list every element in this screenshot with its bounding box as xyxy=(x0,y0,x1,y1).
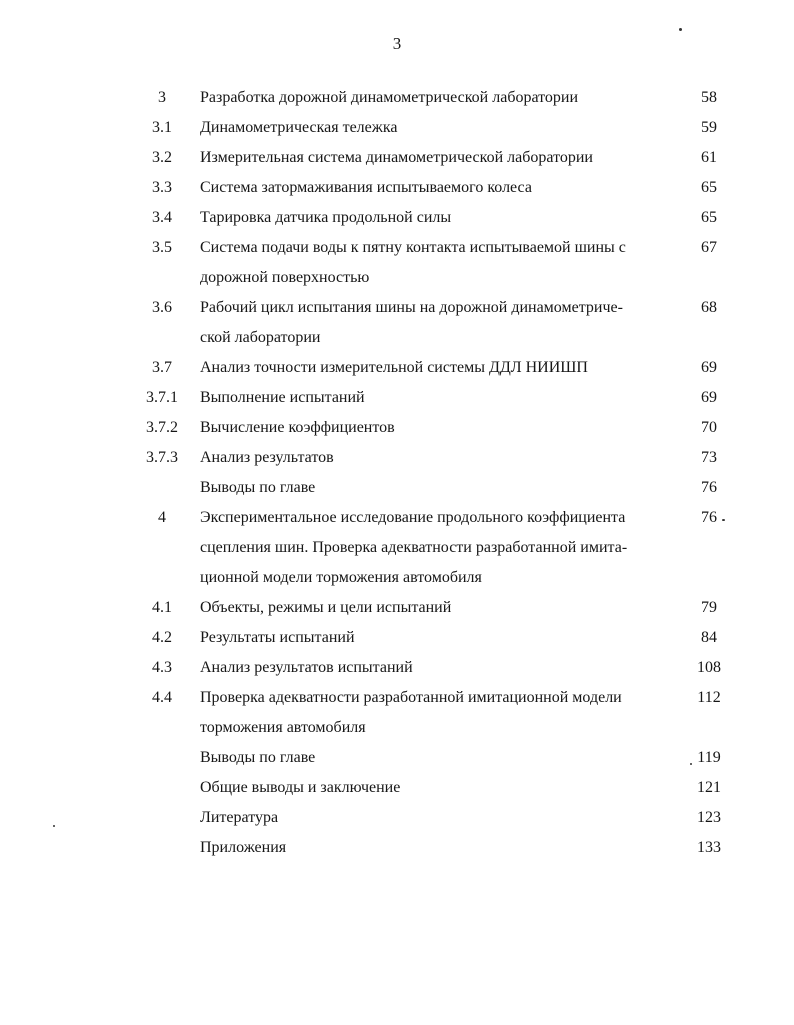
toc-entry-page: 112 xyxy=(697,689,721,706)
toc-entry-title: Выводы по главе xyxy=(200,749,316,766)
toc-entry-title-line: ционной модели торможения автомобиля xyxy=(200,569,482,586)
toc-entry-title: Общие выводы и заключение xyxy=(200,779,401,796)
toc-entry-title: Система затормаживания испытываемого колеса xyxy=(200,179,532,196)
toc-entry-number: 3.1 xyxy=(152,119,172,136)
toc-entry-page: 76 xyxy=(701,479,717,496)
toc-entry-number: 3.2 xyxy=(152,149,172,166)
toc-entry-title-line: Экспериментальное исследование продольного коэффициента xyxy=(200,509,626,526)
scan-speck xyxy=(722,519,725,521)
toc-entry-title: Выводы по главе xyxy=(200,479,316,496)
toc-entry-title: Литература xyxy=(200,809,279,826)
toc-entry-page: 58 xyxy=(701,89,717,106)
toc-entry-title: Разработка дорожной динамометрической лаборатории xyxy=(200,89,579,106)
toc-entry-page: 68 xyxy=(701,299,717,316)
toc-entry-number: 3.6 xyxy=(152,299,172,316)
toc-entry-page: 123 xyxy=(697,809,721,826)
toc-entry-title-line: торможения автомобиля xyxy=(200,719,366,736)
toc-entry-page: 69 xyxy=(701,359,717,376)
toc-entry-page: 61 xyxy=(701,149,717,166)
toc-entry-title: Динамометрическая тележка xyxy=(200,119,398,136)
toc-entry-page: 76 xyxy=(701,509,717,526)
toc-entry-page: 133 xyxy=(697,839,721,856)
toc-entry-number: 4.4 xyxy=(152,689,172,706)
toc-entry-number: 4 xyxy=(158,509,166,526)
toc-entry-number: 3 xyxy=(158,89,166,106)
toc-entry-title: Результаты испытаний xyxy=(200,629,355,646)
toc-entry-title: Анализ точности измерительной системы ДДЛ НИИШП xyxy=(200,359,588,376)
toc-entry-title: Тарировка датчика продольной силы xyxy=(200,209,452,226)
toc-entry-page: 73 xyxy=(701,449,717,466)
scan-speck xyxy=(690,763,692,765)
toc-entry-title: Измерительная система динамометрической лаборатории xyxy=(200,149,593,166)
toc-entry-title: Объекты, режимы и цели испытаний xyxy=(200,599,452,616)
toc-entry-number: 4.2 xyxy=(152,629,172,646)
toc-entry-page: 65 xyxy=(701,209,717,226)
toc-entry-page: 108 xyxy=(697,659,721,676)
toc-entry-title: Анализ результатов испытаний xyxy=(200,659,413,676)
toc-entry-number: 4.3 xyxy=(152,659,172,676)
toc-entry-title-line: дорожной поверхностью xyxy=(200,269,370,286)
toc-entry-title: Выполнение испытаний xyxy=(200,389,365,406)
toc-entry-number: 3.7.1 xyxy=(146,389,178,406)
toc-entry-number: 3.7 xyxy=(152,359,172,376)
toc-entry-number: 3.3 xyxy=(152,179,172,196)
toc-entry-number: 3.7.2 xyxy=(146,419,178,436)
scan-speck xyxy=(53,825,55,827)
toc-entry-title-line: Проверка адекватности разработанной имитационной модели xyxy=(200,689,622,706)
toc-entry-number: 4.1 xyxy=(152,599,172,616)
toc-entry-page: 59 xyxy=(701,119,717,136)
scan-speck xyxy=(679,28,682,31)
toc-entry-number: 3.4 xyxy=(152,209,172,226)
toc-entry-title-line: Рабочий цикл испытания шины на дорожной динамометриче- xyxy=(200,299,623,316)
toc-entry-page: 67 xyxy=(701,239,717,256)
toc-entry-title-line: сцепления шин. Проверка адекватности разработанной имита- xyxy=(200,539,628,556)
toc-entry-page: 119 xyxy=(697,749,721,766)
toc-entry-title: Приложения xyxy=(200,839,287,856)
page-number: 3 xyxy=(392,34,402,53)
toc-entry-page: 121 xyxy=(697,779,721,796)
toc-entry-page: 69 xyxy=(701,389,717,406)
toc-entry-title-line: Система подачи воды к пятну контакта испытываемой шины с xyxy=(200,239,626,256)
toc-entry-page: 70 xyxy=(701,419,717,436)
toc-entry-number: 3.7.3 xyxy=(146,449,178,466)
toc-entry-page: 65 xyxy=(701,179,717,196)
toc-entry-title: Анализ результатов xyxy=(200,449,334,466)
toc-entry-title: Вычисление коэффициентов xyxy=(200,419,395,436)
toc-entry-page: 84 xyxy=(701,629,717,646)
toc-entry-page: 79 xyxy=(701,599,717,616)
toc-entry-number: 3.5 xyxy=(152,239,172,256)
toc-entry-title-line: ской лаборатории xyxy=(200,329,321,346)
